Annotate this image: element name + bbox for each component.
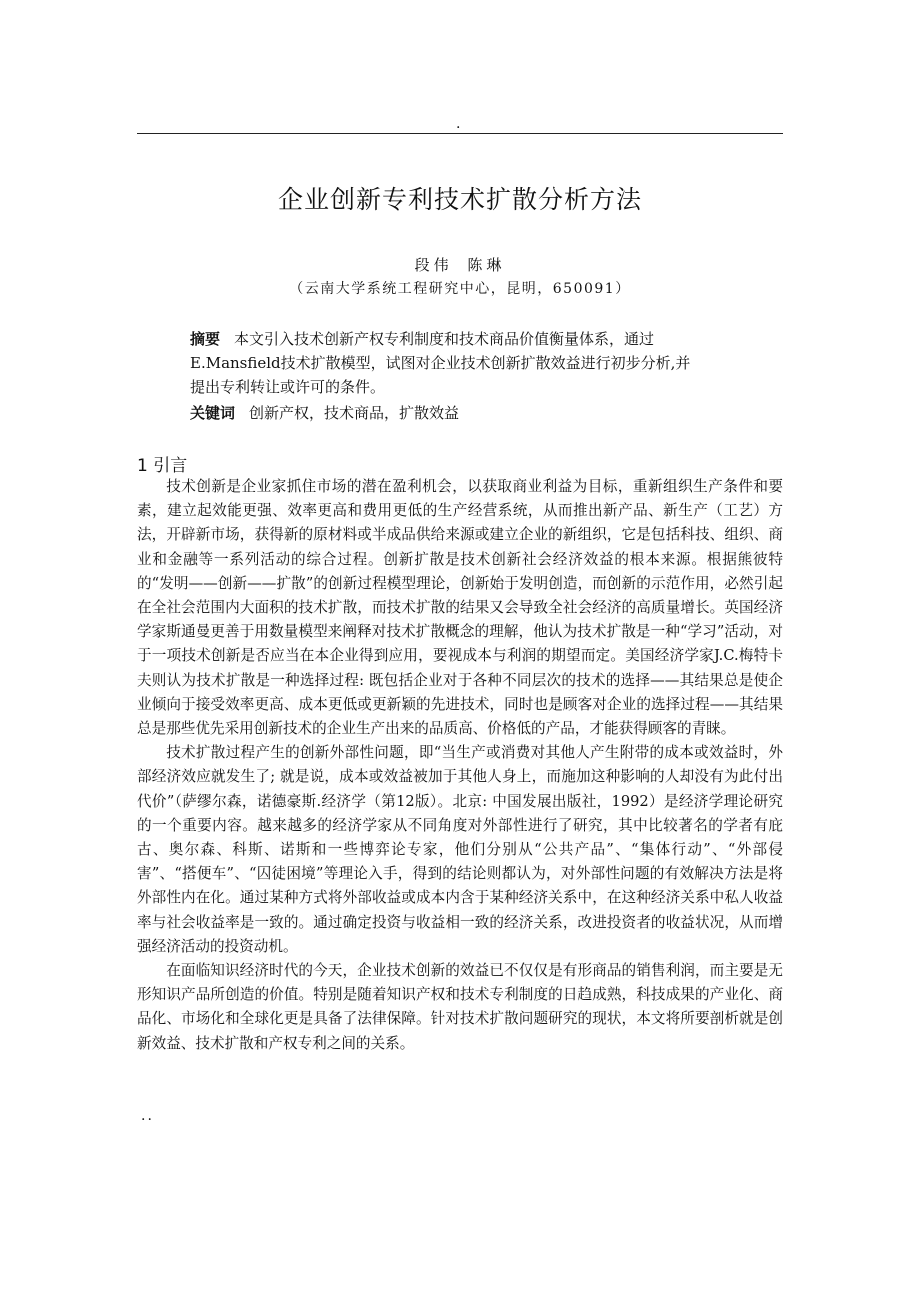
abstract xyxy=(190,327,735,399)
paragraph-3: 在面临知识经济时代的今天，企业技术创新的效益已不仅仅是有形商品的销售利润，而主要是无形知识产品所创造的价值。特别是随着知识产权和技术专利制度的日趋成熟，科技成果的产业化、商品化、市场化和全球化更是具备了法律保障。针对技术扩散问题研究的现状，本文将所要剖析就是创新效益、技术扩散和产权专利之间的关系。 xyxy=(137,962,783,1052)
abstract-line-2: E.Mansfield技术扩散模型，试图对企业技术创新扩散效益进行初步分析,并 xyxy=(190,354,691,372)
abstract-line-1 xyxy=(190,327,735,351)
section-heading: 1 引言 xyxy=(137,456,188,476)
header-rule xyxy=(137,133,783,134)
paper-title: 企业创新专利技术扩散分析方法 xyxy=(277,185,642,214)
keywords-label: 关键词 xyxy=(190,404,236,422)
header-mark: . xyxy=(456,116,461,132)
affiliation: （云南大学系统工程研究中心，昆明，650091） xyxy=(289,281,631,297)
paragraph-1: 技术创新是企业家抓住市场的潜在盈利机会，以获取商业利益为目标，重新组织生产条件和要素，建立起效能更强、效率更高和费用更低的生产经营系统，从而推出新产品、新生产（工艺）方法，开辟新市场，获得新的原材料或半成品供给来源或建立企业的新组织，它是包括科技、组织、商业和金融等一系列活动的综合过程。创新扩散是技术创新社会经济效益的根本来源。根据熊彼特的“发明——创新——扩散”的创新过程模型理论，创新始于发明创造，而创新的示范作用，必然引起在全社会范围内大面积的技术扩散，而技术扩散的结果又会导致全社会经济的高质量增长。英国经济学家斯通曼更善于用数量模型来阐释对技术扩散概念的理解，他认为技术扩散是一种“学习”活动，对于一项技术创新是否应当在本企业得到应用，要视成本与利润的期望而定。美国经济学家J.C.梅特卡夫则认为技术扩散是一种选择过程: 既包括企业对于各种不同层次的技术的选择——其结果总是使企业倾向于接受效率更高、成本更低或更新颖的先进技术，同时也是顾客对企业的选择过程——其结果总是那些优先采用创新技术的企业生产出来的品质高、价格低的产品，才能获得顾客的青睐。 xyxy=(137,478,783,738)
abstract-line-3: 提出专利转让或许可的条件。 xyxy=(190,378,386,396)
authors: 段伟 陈琳 xyxy=(414,256,506,274)
footer-mark: .. xyxy=(141,1108,154,1124)
body-text xyxy=(137,475,783,1056)
keywords xyxy=(190,402,459,423)
paragraph-2: 技术扩散过程产生的创新外部性问题，即“当生产或消费对其他人产生附带的成本或效益时，外部经济效应就发生了; 就是说，成本或效益被加于其他人身上，而施加这种影响的人却没有为此付出代价”（萨缪尔森，诺德豪斯.经济学（第12版）。北京: 中国发展出版社，1992）是经济学理论研究的一个重要内容。越来越多的经济学家从不同角度对外部性进行了研究，其中比较著名的学者有庇古、奥尔森、科斯、诺斯和一些博弈论专家，他们分别从“公共产品”、“集体行动”、“外部侵害”、“搭便车”、“囚徒困境”等理论入手，得到的结论则都认为，对外部性问题的有效解决方法是将外部性内在化。通过某种方式将外部收益或成本内含于某种经济关系中，在这种经济关系中私人收益率与社会收益率是一致的。通过确定投资与收益相一致的经济关系，改进投资者的收益状况，从而增强经济活动的投资动机。 xyxy=(137,744,783,955)
keywords-text: 创新产权，技术商品，扩散效益 xyxy=(249,404,460,422)
abstract-label: 摘要 xyxy=(190,330,221,348)
abstract-text-1: 本文引入技术创新产权专利制度和技术商品价值衡量体系，通过 xyxy=(234,330,655,348)
